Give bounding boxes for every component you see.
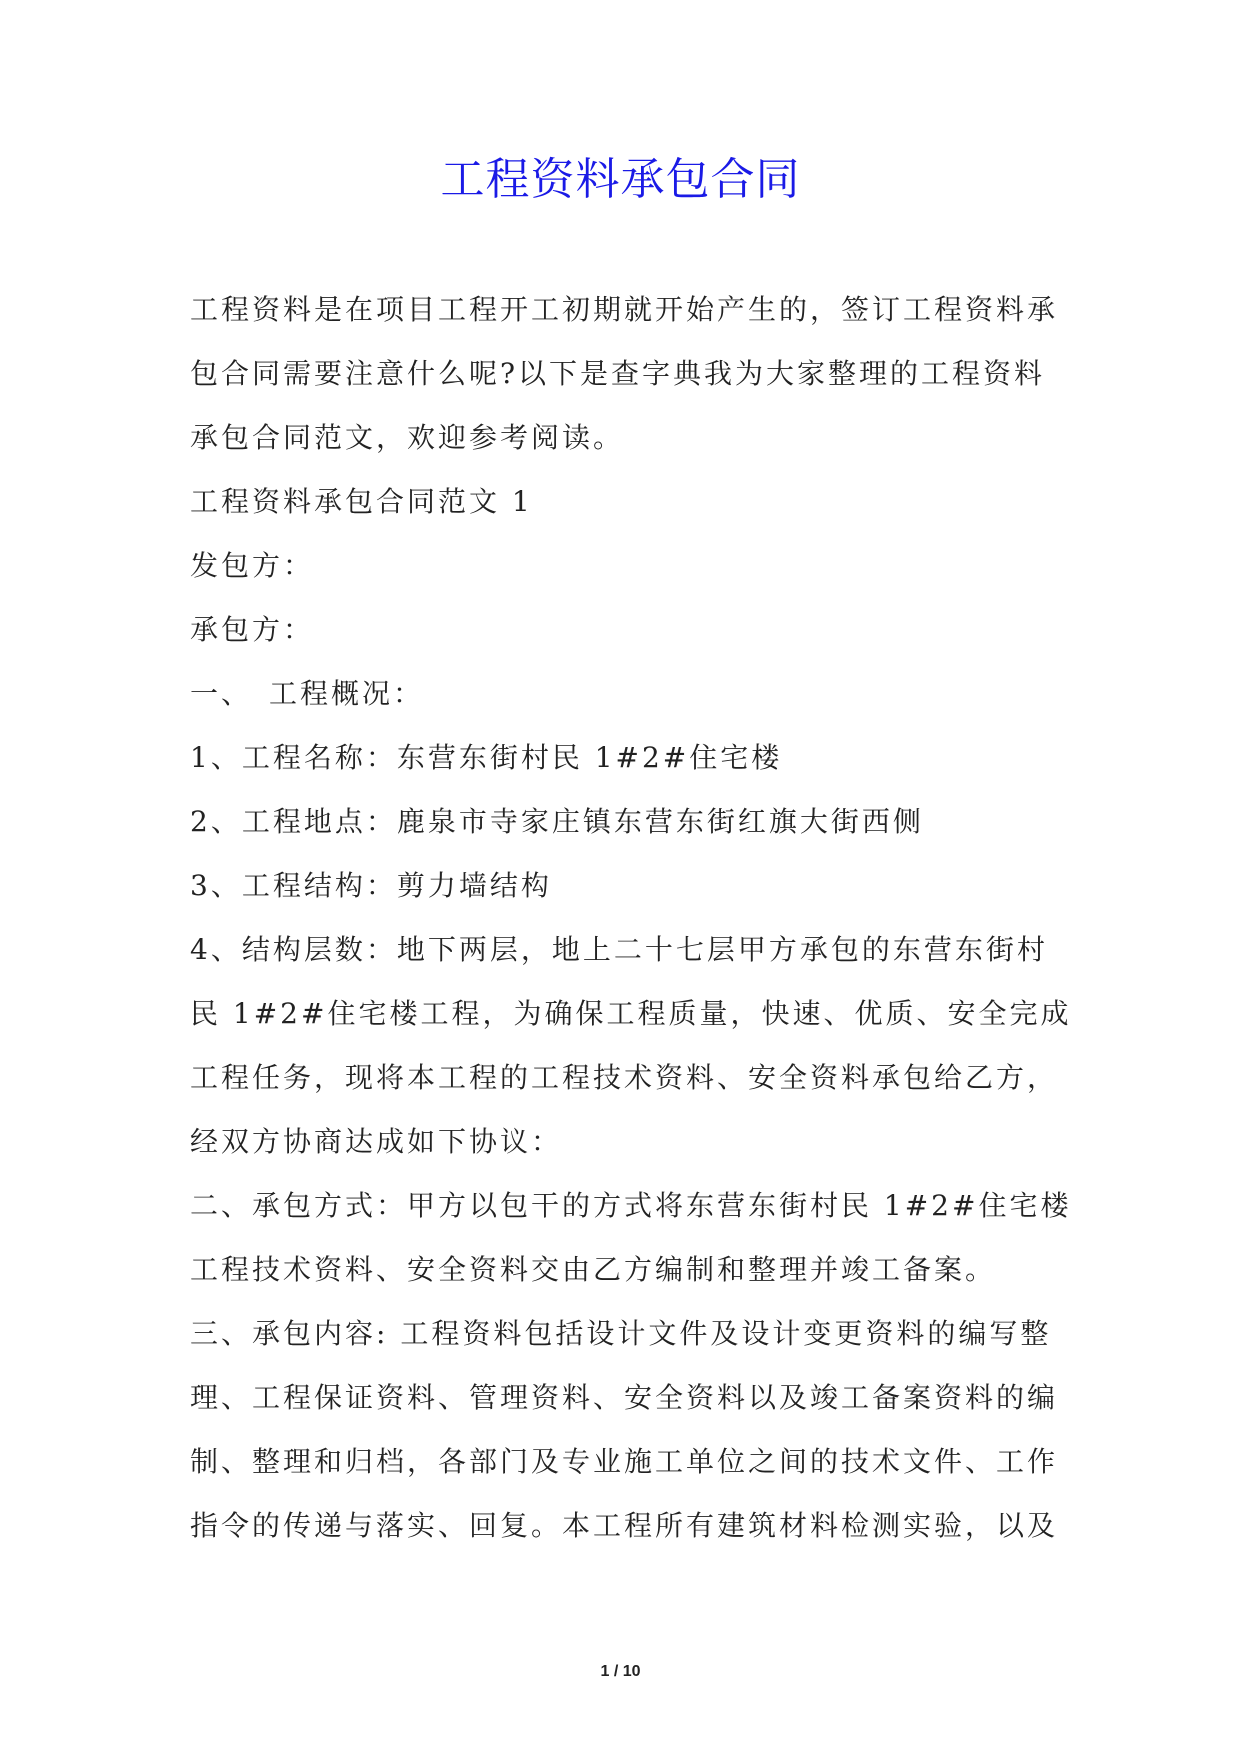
paragraph-line: 4、结构层数：地下两层，地上二十七层甲方承包的东营东街村 — [190, 933, 1048, 966]
paragraph-line: 指令的传递与落实、回复。本工程所有建筑材料检测实验，以及 — [190, 1509, 1059, 1542]
clause-heading: 一、 工程概况： — [190, 677, 425, 710]
party-b-label: 承包方： — [190, 613, 315, 646]
paragraph-line: 承包合同范文，欢迎参考阅读。 — [190, 421, 625, 454]
paragraph-line: 工程资料是在项目工程开工初期就开始产生的，签订工程资料承 — [190, 293, 1059, 326]
document-body — [190, 278, 1072, 1558]
paragraph-line: 经双方协商达成如下协议： — [190, 1125, 563, 1158]
paragraph-line: 2、工程地点：鹿泉市寺家庄镇东营东街红旗大街西侧 — [190, 805, 924, 838]
paragraph-line: 制、整理和归档，各部门及专业施工单位之间的技术文件、工作 — [190, 1445, 1059, 1478]
section-heading: 工程资料承包合同范文 1 — [190, 485, 533, 518]
document-title: 工程资料承包合同 — [440, 154, 801, 205]
paragraph-line: 包合同需要注意什么呢?以下是查字典我为大家整理的工程资料 — [190, 357, 1046, 390]
paragraph-line: 三、承包内容: 工程资料包括设计文件及设计变更资料的编写整 — [190, 1317, 1052, 1350]
paragraph-line: 3、工程结构：剪力墙结构 — [190, 869, 552, 902]
paragraph-line: 民 1#2#住宅楼工程，为确保工程质量，快速、优质、安全完成 — [190, 997, 1072, 1030]
paragraph-line: 二、承包方式：甲方以包干的方式将东营东街村民 1#2#住宅楼 — [190, 1189, 1072, 1222]
party-a-label: 发包方： — [190, 549, 315, 582]
paragraph-line: 理、工程保证资料、管理资料、安全资料以及竣工备案资料的编 — [190, 1381, 1059, 1414]
paragraph-line: 1、工程名称：东营东街村民 1#2#住宅楼 — [190, 741, 783, 774]
paragraph-line: 工程任务，现将本工程的工程技术资料、安全资料承包给乙方， — [190, 1061, 1059, 1094]
page-number: 1 / 10 — [600, 1663, 641, 1680]
paragraph-line: 工程技术资料、安全资料交由乙方编制和整理并竣工备案。 — [190, 1253, 997, 1286]
